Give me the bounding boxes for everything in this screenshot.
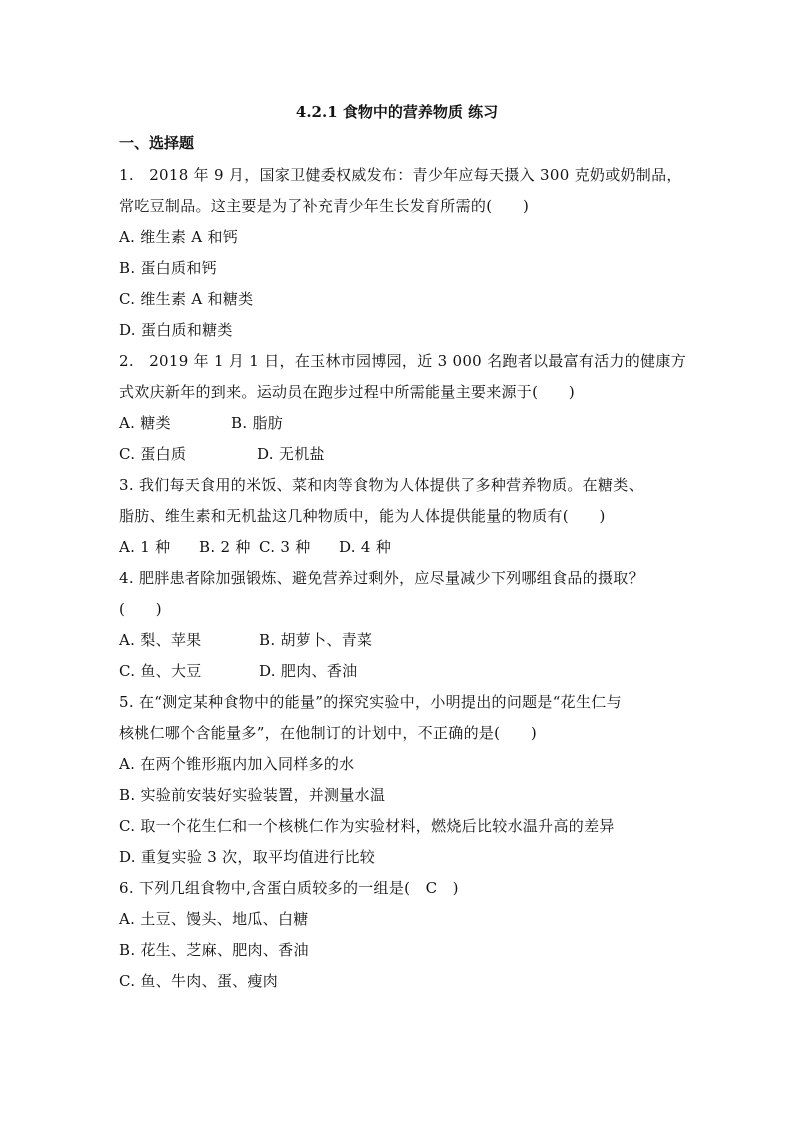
question-3-option-b: B. 2 种 [199,538,251,556]
question-3-options-row [119,535,391,559]
question-2-option-a: A. 糖类 [119,414,171,432]
question-2-stem-line-1: 2. 2019 年 1 月 1 日，在玉林市园博园，近 3 000 名跑者以最富有活力的健康方 [119,352,686,370]
question-2-options-row-2 [119,442,325,466]
question-3-stem-line-1: 3. 我们每天食用的米饭、菜和肉等食物为人体提供了多种营养物质。在糖类、 [119,476,644,494]
question-1-option-a: A. 维生素 A 和钙 [119,228,239,246]
question-4-options-row-1 [119,628,372,652]
question-5-option-c: C. 取一个花生仁和一个核桃仁作为实验材料，燃烧后比较水温升高的差异 [119,817,615,835]
question-1-option-c: C. 维生素 A 和糖类 [119,290,254,308]
question-4-option-a: A. 梨、苹果 [119,631,202,649]
question-5-option-b: B. 实验前安装好实验装置，并测量水温 [119,786,386,804]
question-4-option-d: D. 肥肉、香油 [259,662,358,680]
question-2-option-c: C. 蛋白质 [119,445,187,463]
question-5-option-d: D. 重复实验 3 次，取平均值进行比较 [119,848,376,866]
question-4-stem-line-1: 4. 肥胖患者除加强锻炼、避免营养过剩外，应尽量减少下列哪组食品的摄取？ [119,569,644,587]
question-6-stem-line-1: 6. 下列几组食物中,含蛋白质较多的一组是( C ) [119,879,459,897]
question-1-option-d: D. 蛋白质和糖类 [119,321,233,339]
question-3-option-c: C. 3 种 [259,538,311,556]
question-2-option-b: B. 脂肪 [231,414,284,432]
question-4-stem-line-2: ( ) [119,600,162,618]
question-5-option-a: A. 在两个锥形瓶内加入同样多的水 [119,755,355,773]
question-3-stem-line-2: 脂肪、维生素和无机盐这几种物质中，能为人体提供能量的物质有( ) [119,507,606,525]
question-4-option-b: B. 胡萝卜、青菜 [259,631,373,649]
question-1-option-b: B. 蛋白质和钙 [119,259,217,277]
question-1-stem-line-2: 常吃豆制品。这主要是为了补充青少年生长发育所需的( ) [119,197,530,215]
question-4-options-row-2 [119,659,357,683]
question-1-stem-line-1: 1. 2018 年 9 月，国家卫健委权威发布：青少年应每天摄入 300 克奶或奶制品， [119,166,682,184]
question-5-stem-line-1: 5. 在“测定某种食物中的能量”的探究实验中，小明提出的问题是“花生仁与 [119,693,622,711]
question-6-option-b: B. 花生、芝麻、肥肉、香油 [119,941,309,959]
question-2-stem-line-2: 式欢庆新年的到来。运动员在跑步过程中所需能量主要来源于( ) [119,383,576,401]
question-3-option-a: A. 1 种 [119,538,171,556]
question-4-option-c: C. 鱼、大豆 [119,662,202,680]
question-3-option-d: D. 4 种 [339,538,392,556]
question-6-option-c: C. 鱼、牛肉、蛋、瘦肉 [119,972,279,990]
section-heading: 一、选择题 [119,134,195,152]
question-5-stem-line-2: 核桃仁哪个含能量多”，在他制订的计划中，不正确的是( ) [119,724,538,742]
question-2-options-row-1 [119,411,283,435]
page-title: 4.2.1 食物中的营养物质 练习 [295,103,499,121]
question-2-option-d: D. 无机盐 [257,445,325,463]
question-6-option-a: A. 土豆、馒头、地瓜、白糖 [119,910,309,928]
